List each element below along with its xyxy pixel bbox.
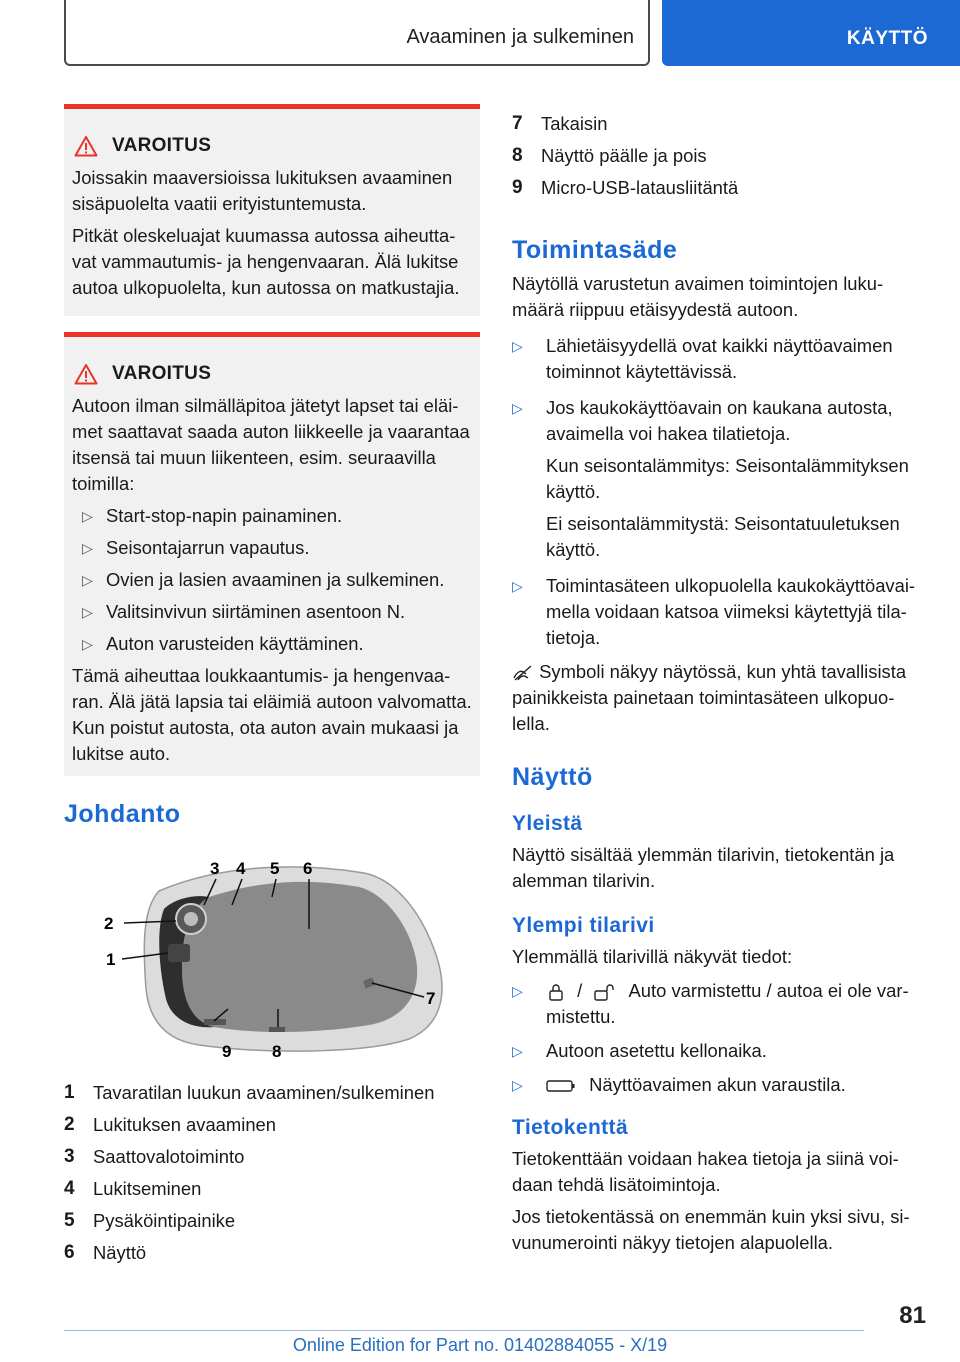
callout-5: 5 <box>270 859 280 878</box>
legend-item: 6 Näyttö <box>64 1242 147 1263</box>
legend-list-continued <box>512 108 928 204</box>
legend-item: 9 Micro-USB-latausliitäntä <box>512 177 739 198</box>
section-title: Avaaminen ja sulkeminen <box>406 26 634 48</box>
callout-3: 3 <box>210 859 220 878</box>
symbol-note: Symboli näkyy näytössä, kun yhtä tavallisista painikkeista painetaan toimintasäteen ulkopuo-lella. <box>512 661 907 734</box>
field-text: Tietokenttään voidaan hakea tietoja ja siinä voi-daan tehdä lisätoimintoja. <box>512 1148 899 1195</box>
callout-6: 6 <box>303 859 313 878</box>
section-heading-toimintasade: Toimintasäde <box>512 236 678 264</box>
legend-item: 1 Tavaratilan luukun avaaminen/sulkeminen <box>64 1082 435 1103</box>
callout-9: 9 <box>222 1042 232 1061</box>
field-text: Jos tietokentässä on enemmän kuin yksi sivu, si-vunumerointi näkyy tietojen alapuolella. <box>512 1206 910 1253</box>
warning-title: VAROITUS <box>112 135 212 156</box>
battery-icon <box>546 1078 576 1094</box>
warning-title: VAROITUS <box>112 363 212 384</box>
list-subtext: Kun seisontalämmitys: Seisontalämmityksen käyttö. <box>546 455 909 502</box>
display-key-illustration <box>64 849 480 1069</box>
right-column <box>512 104 928 1256</box>
left-column <box>64 104 480 1269</box>
legend-item: 7 Takaisin <box>512 113 608 134</box>
display-key-image <box>64 849 480 1069</box>
range-intro: Näytöllä varustetun avaimen toimintojen luku-määrä riippuu etäisyydestä autoon. <box>512 273 884 320</box>
legend-item: 2 Lukituksen avaaminen <box>64 1114 276 1135</box>
warning-paragraph: Pitkät oleskeluajat kuumassa autossa aiheutta-vat vammautumis- ja hengenvaaran. Älä lukitse autoa ulkopuolelta, kun autossa on matkustajia. <box>72 225 460 298</box>
lock-closed-icon <box>546 982 566 1002</box>
callout-8: 8 <box>272 1042 282 1061</box>
bullet-triangle-icon: ▷ <box>82 572 93 588</box>
bullet-triangle-icon: ▷ <box>82 636 93 652</box>
list-item: ▷ Jos kaukokäyttöavain on kaukana autosta, avaimella voi hakea tilatietoja. Kun seisontalämmitys: Seisontalämmityksen käyttö. Ei seisontalämmitystä: Seisontatuuletuksen käyttö. <box>512 395 928 563</box>
list-subtext: Ei seisontalämmitystä: Seisontatuuletuksen käyttö. <box>546 513 900 560</box>
warning-header <box>72 131 474 161</box>
callout-4: 4 <box>236 859 246 878</box>
section-heading-johdanto: Johdanto <box>64 800 181 828</box>
general-text: Näyttö sisältää ylemmän tilarivin, tietokentän ja alemman tilarivin. <box>512 844 895 891</box>
callout-1: 1 <box>106 950 116 969</box>
legend-item: 3 Saattovalotoiminto <box>64 1146 245 1167</box>
legend-item: 5 Pysäköintipainike <box>64 1210 236 1231</box>
lock-separator: / <box>577 980 583 1001</box>
upper-row-list <box>512 978 928 1098</box>
list-item: ▷ Toimintasäteen ulkopuolella kaukokäyttöavai-mella voidaan katsoa viimeksi käytettyjä tila-tietoja. <box>512 575 916 648</box>
list-item: ▷ Lähietäisyydellä ovat kaikki näyttöavaimen toiminnot käytettävissä. <box>512 335 893 382</box>
list-item: ▷ Seisontajarrun vapautus. <box>72 535 474 561</box>
subheading-tietokentta: Tietokenttä <box>512 1116 629 1139</box>
page-header <box>0 0 960 66</box>
list-item: ▷ Autoon asetettu kellonaika. <box>512 1038 928 1064</box>
bullet-triangle-icon: ▷ <box>512 338 523 354</box>
bullet-triangle-icon: ▷ <box>512 1077 523 1093</box>
bullet-triangle-icon: ▷ <box>512 983 523 999</box>
list-item: ▷ Start-stop-napin painaminen. <box>72 503 474 529</box>
list-item: ▷ / Auto varmistettu / autoa ei ole var-mistettu. <box>512 980 909 1027</box>
chapter-tab <box>662 0 960 66</box>
legend-item: 4 Lukitseminen <box>64 1178 202 1199</box>
footer-divider <box>64 1330 864 1331</box>
warning-box <box>64 104 480 316</box>
list-item: ▷ Ovien ja lasien avaaminen ja sulkeminen. <box>72 567 474 593</box>
warning-triangle-icon <box>74 363 98 385</box>
out-of-range-icon <box>512 665 534 681</box>
callout-7: 7 <box>426 989 436 1008</box>
section-heading-naytto: Näyttö <box>512 763 593 791</box>
lock-open-icon <box>593 982 617 1002</box>
list-item: ▷ Auton varusteiden käyttäminen. <box>72 631 474 657</box>
legend-item: 8 Näyttö päälle ja pois <box>512 145 707 166</box>
warning-paragraph: Joissakin maaversioissa lukituksen avaaminen sisäpuolelta vaatii erityistuntemusta. <box>72 167 453 214</box>
subheading-ylempi-tilarivi: Ylempi tilarivi <box>512 914 655 937</box>
bullet-triangle-icon: ▷ <box>82 604 93 620</box>
bullet-triangle-icon: ▷ <box>512 578 523 594</box>
callout-2: 2 <box>104 914 114 933</box>
subheading-yleista: Yleistä <box>512 812 583 835</box>
legend-list <box>64 1077 480 1269</box>
bullet-triangle-icon: ▷ <box>82 508 93 524</box>
warning-box <box>64 332 480 776</box>
list-item: ▷ Näyttöavaimen akun varaustila. <box>512 1072 928 1098</box>
upper-intro: Ylemmällä tilarivillä näkyvät tiedot: <box>512 946 793 967</box>
range-list <box>512 333 928 651</box>
bullet-triangle-icon: ▷ <box>512 1043 523 1059</box>
page-number: 81 <box>899 1302 926 1329</box>
list-item: ▷ Valitsinvivun siirtäminen asentoon N. <box>72 599 474 625</box>
warning-header <box>72 359 474 389</box>
section-tab <box>64 0 650 66</box>
warning-action-list <box>72 503 474 657</box>
bullet-triangle-icon: ▷ <box>82 540 93 556</box>
warning-triangle-icon <box>74 135 98 157</box>
footer-edition: Online Edition for Part no. 01402884055 - X/19 <box>292 1335 668 1355</box>
warning-paragraph: Autoon ilman silmälläpitoa jätetyt lapset tai eläi-met saattavat saada auton liikkeelle ja vaarantaa itsensä tai muun liikenteen, esim. seuraavilla toimilla: <box>72 395 470 494</box>
chapter-title: KÄYTTÖ <box>846 28 928 49</box>
warning-paragraph: Tämä aiheuttaa loukkaantumis- ja hengenvaa-ran. Älä jätä lapsia tai eläimiä autoon valvomatta. Kun poistut autosta, ota auton avain mukaasi ja lukitse auto. <box>72 665 472 764</box>
bullet-triangle-icon: ▷ <box>512 400 523 416</box>
